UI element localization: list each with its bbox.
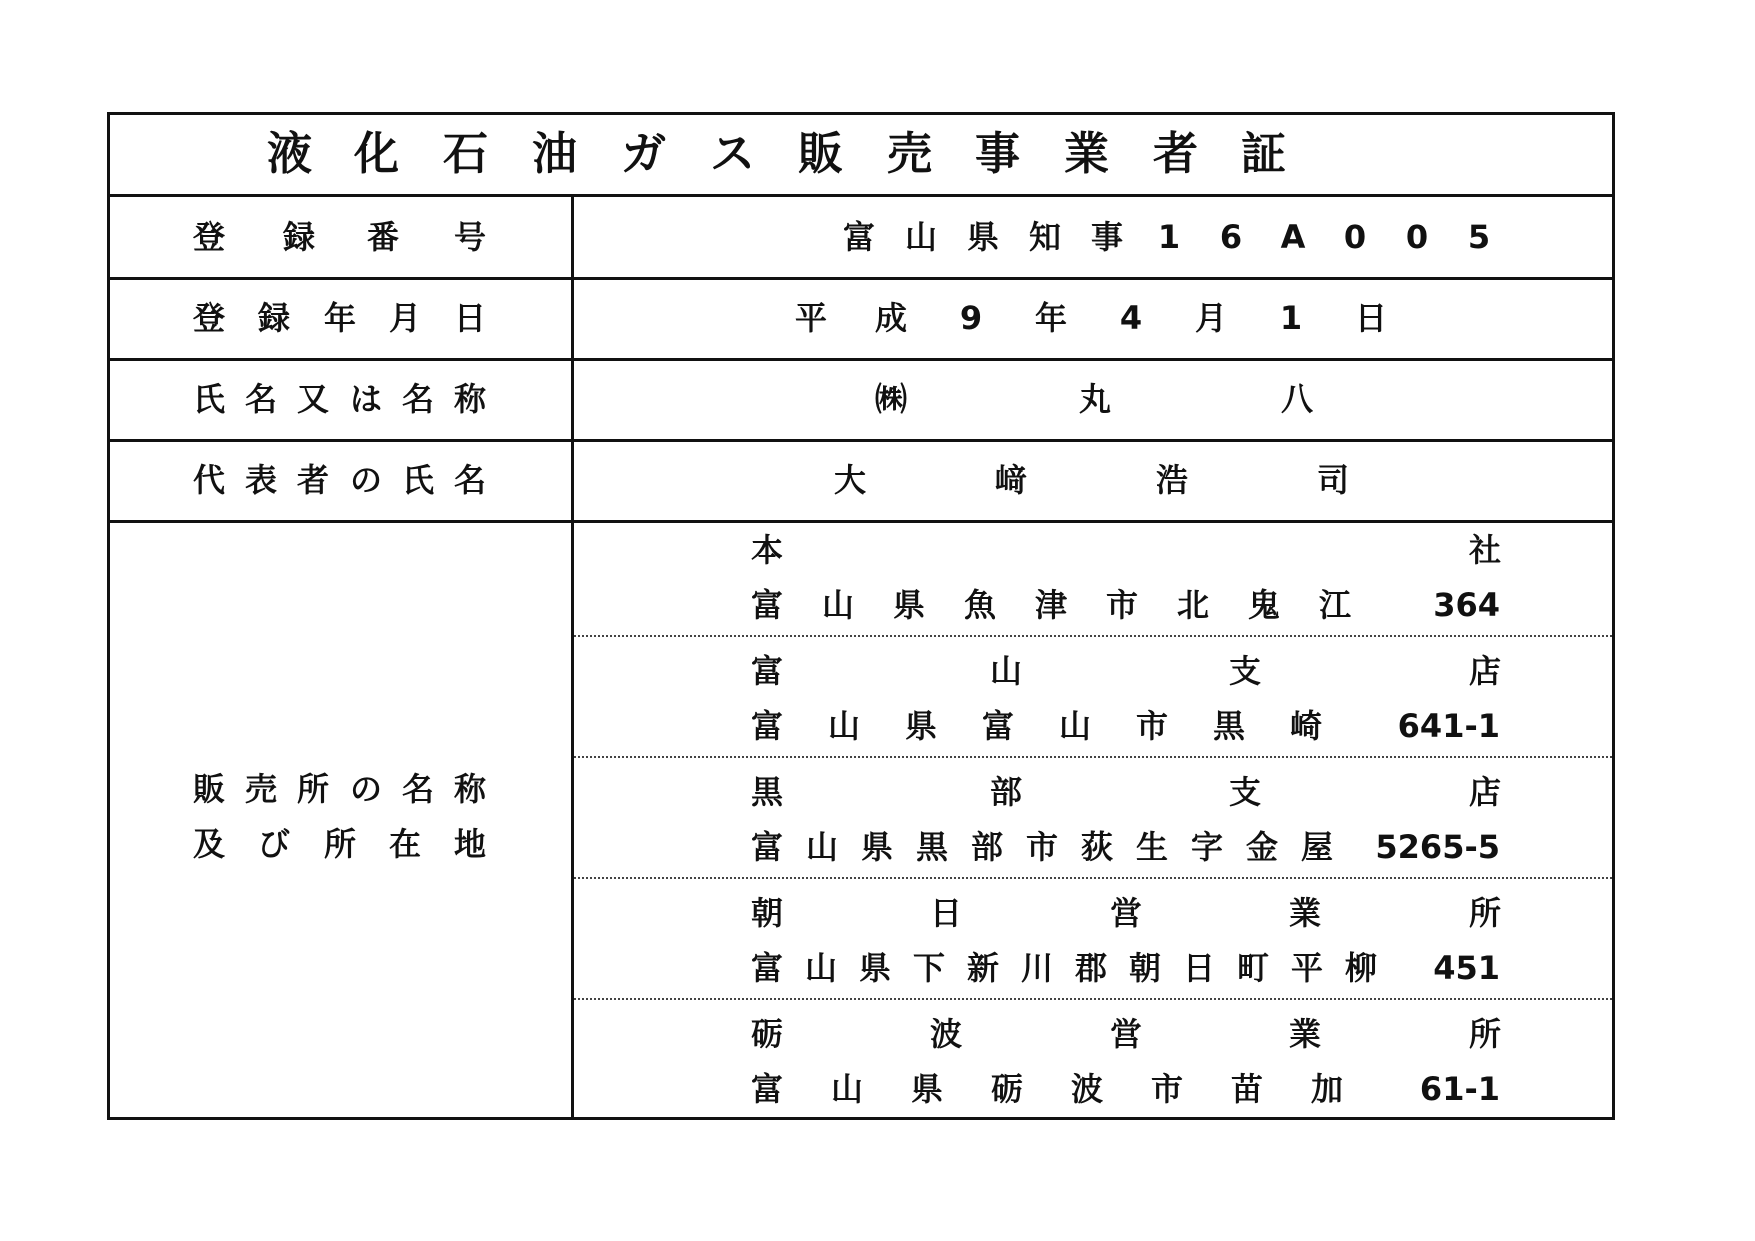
title-char: 売: [887, 127, 933, 180]
title-char: 化: [354, 127, 400, 180]
title-char: ス: [710, 127, 756, 180]
title-char: 者: [1153, 127, 1199, 180]
column-divider: [571, 197, 574, 1117]
title-char: 販: [798, 127, 844, 180]
title-char: 液: [267, 127, 313, 180]
row-divider: [110, 439, 1612, 442]
title-char: ガ: [621, 127, 667, 180]
outlet-divider: [574, 635, 1612, 637]
title-char: 業: [1064, 127, 1110, 180]
outlet-divider: [574, 998, 1612, 1000]
certificate: 液 化 石 油 ガ ス 販 売 事 業 者 証 登 録 番 号 富 山 県 知 事 1 6 A 0 0 5 登 録 年 月 日 平 成 9 年 4 月 1 日 氏 名 又 は 名 称 ㈱ 丸 八 代 表 者 の 氏 名 大 﨑 浩 司 販 売 所 の 名 称 及 び 所 在 地 本 社 富 山 県 魚 津 市 北 鬼 江 364 富 山 支 店 富 山 県 富 山 市 黒 崎 641-1 黒 部 支 店 富 山 県 黒 部 市 荻 生 字 金 屋 5265-5 朝 日 営 業 所 富 山 県 下 新 川 郡 朝 日 町 平 柳 451 砺 波 営 業 所 富 山 県 砺 波 市 苗 加 61-1: [107, 112, 1615, 1120]
row-divider: [110, 277, 1612, 280]
title-char: 石: [443, 127, 489, 180]
outlet-divider: [574, 877, 1612, 879]
row-divider: [110, 358, 1612, 361]
title-char: 証: [1241, 127, 1287, 180]
company-type-mark: ㈱: [874, 380, 908, 418]
certificate-title: [110, 115, 1612, 197]
title-char: 事: [975, 127, 1021, 180]
title-char: 油: [532, 127, 578, 180]
row-divider: [110, 520, 1612, 523]
outlet-divider: [574, 756, 1612, 758]
